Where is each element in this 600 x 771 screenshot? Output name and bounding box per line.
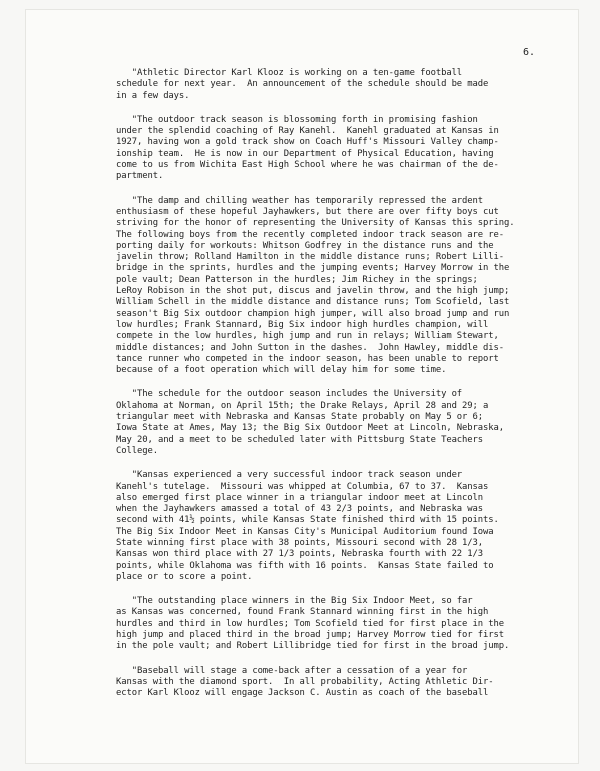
paragraph-football-schedule	[116, 68, 576, 102]
text-line: in a few days.	[116, 90, 190, 101]
paragraph-indoor-season	[116, 470, 576, 583]
text-line: May 20, and a meet to be scheduled later with Pittsburg State Teachers	[116, 434, 484, 445]
text-line: "Baseball will stage a come-back after a cessation of a year for	[116, 665, 468, 676]
text-line: "The damp and chilling weather has temporarily repressed the ardent	[116, 195, 484, 206]
text-line: under the splendid coaching of Ray Kanehl. Kanehl graduated at Kansas in	[116, 126, 499, 137]
text-line: 1927, having won a gold track show on Coach Huff's Missouri Valley champ-	[116, 137, 499, 148]
typed-text-body	[116, 68, 576, 713]
text-line: low hurdles; Frank Stannard, Big Six indoor high hurdles champion, will	[116, 319, 489, 330]
text-line: middle distances; and John Sutton in the dashes. John Hawley, middle dis-	[116, 342, 504, 353]
text-line: William Schell in the middle distance and distance runs; Tom Scofield, last	[116, 297, 510, 308]
text-line: come to us from Wichita East High School where he was chairman of the de-	[116, 160, 499, 171]
text-line: Kansas won third place with 27 1/3 points, Nebraska fourth with 22 1/3	[116, 549, 484, 560]
page-number: 6.	[523, 47, 536, 58]
text-line: as Kansas was concerned, found Frank Stannard winning first in the high	[116, 607, 489, 618]
text-line: College.	[116, 445, 158, 456]
text-line: Kansas with the diamond sport. In all probability, Acting Athletic Dir-	[116, 676, 494, 687]
text-line: "The schedule for the outdoor season includes the University of	[116, 389, 463, 400]
text-line: ector Karl Klooz will engage Jackson C. Austin as coach of the baseball	[116, 688, 489, 699]
text-line: in the pole vault; and Robert Lillibridge tied for first in the broad jump.	[116, 641, 510, 652]
text-line: "The outdoor track season is blossoming forth in promising fashion	[116, 114, 478, 125]
text-line: Kanehl's tutelage. Missouri was whipped at Columbia, 67 to 37. Kansas	[116, 481, 489, 492]
text-line: also emerged first place winner in a triangular indoor meet at Lincoln	[116, 492, 484, 503]
text-line: striving for the honor of representing the University of Kansas this spring.	[116, 218, 515, 229]
paragraph-outdoor-schedule	[116, 389, 576, 457]
paragraph-team-roster	[116, 196, 576, 377]
text-line: State winning first place with 38 points, Missouri second with 28 1/3,	[116, 537, 484, 548]
text-line: Oklahoma at Norman, on April 15th; the Drake Relays, April 28 and 29; a	[116, 400, 489, 411]
text-line: porting daily for workouts: Whitson Godfrey in the distance runs and the	[116, 240, 494, 251]
text-line: Iowa State at Ames, May 13; the Big Six Outdoor Meet at Lincoln, Nebraska,	[116, 423, 504, 434]
text-line: LeRoy Robison in the shot put, discus and javelin throw, and the high jump;	[116, 286, 510, 297]
text-line: bridge in the sprints, hurdles and the jumping events; Harvey Morrow in the	[116, 263, 510, 274]
text-line: "Athletic Director Karl Klooz is working on a ten-game football	[116, 68, 463, 78]
text-line: javelin throw; Rolland Hamilton in the middle distance runs; Robert Lilli-	[116, 252, 504, 263]
text-line: because of a foot operation which will delay him for some time.	[116, 365, 447, 376]
text-line: second with 41½ points, while Kansas State finished third with 15 points.	[116, 515, 499, 526]
text-line: The Big Six Indoor Meet in Kansas City's Municipal Auditorium found Iowa	[116, 526, 494, 537]
text-line: "The outstanding place winners in the Big Six Indoor Meet, so far	[116, 596, 473, 607]
text-line: place or to score a point.	[116, 571, 253, 582]
text-line: points, while Oklahoma was fifth with 16 points. Kansas State failed to	[116, 560, 494, 571]
text-line: enthusiasm of these hopeful Jayhawkers, but there are over fifty boys cut	[116, 206, 499, 217]
document-page	[26, 10, 578, 763]
text-line: season't Big Six outdoor champion high jumper, will also broad jump and run	[116, 308, 510, 319]
text-line: ionship team. He is now in our Department of Physical Education, having	[116, 148, 494, 159]
text-line: pole vault; Dean Patterson in the hurdles; Jim Richey in the springs;	[116, 274, 478, 285]
text-line: The following boys from the recently completed indoor track season are re-	[116, 229, 504, 240]
text-line: partment.	[116, 171, 164, 182]
text-line: high jump and placed third in the broad jump; Harvey Morrow tied for first	[116, 630, 504, 641]
paragraph-baseball	[116, 666, 576, 700]
text-line: schedule for next year. An announcement of the schedule should be made	[116, 79, 489, 90]
text-line: tance runner who competed in the indoor season, has been unable to report	[116, 353, 499, 364]
paragraph-outdoor-track	[116, 115, 576, 183]
text-line: compete in the low hurdles, high jump and run in relays; William Stewart,	[116, 331, 499, 342]
paragraph-place-winners	[116, 596, 576, 652]
text-line: triangular meet with Nebraska and Kansas State probably on May 5 or 6;	[116, 412, 484, 423]
text-line: "Kansas experienced a very successful indoor track season under	[116, 470, 463, 481]
text-line: hurdles and third in low hurdles; Tom Scofield tied for first place in the	[116, 618, 504, 629]
text-line: when the Jayhawkers amassed a total of 43 2/3 points, and Nebraska was	[116, 504, 484, 515]
